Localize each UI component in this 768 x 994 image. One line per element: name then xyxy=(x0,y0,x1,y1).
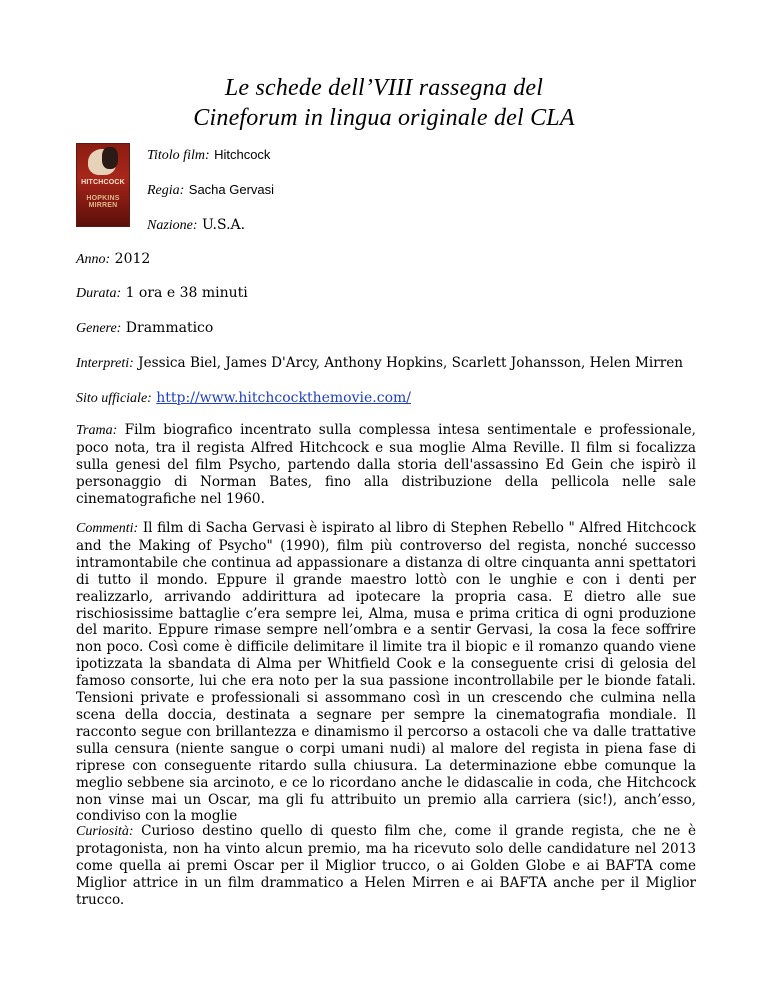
interpreti-value: Jessica Biel, James D'Arcy, Anthony Hopkins, Scarlett Johansson, Helen Mirren xyxy=(138,355,684,371)
titolo-field xyxy=(147,146,270,165)
interpreti-label: Interpreti: xyxy=(76,356,134,371)
titolo-label: Titolo film: xyxy=(147,148,210,163)
genere-value: Drammatico xyxy=(125,320,214,336)
sito-field xyxy=(76,389,411,408)
durata-label: Durata: xyxy=(76,286,122,301)
trama-paragraph xyxy=(76,422,696,508)
anno-label: Anno: xyxy=(76,252,111,267)
curiosita-text: Curioso destino quello di questo film che, come il grande regista, che ne è protagonista, non ha vinto alcun premio, ma ha ricevuto solo delle candidature nel 2013 come quella ai premi Oscar per il Miglior trucco, o ai Golden Globe e ai BAFTA come Miglior attrice in un film drammatico a Helen Mirren e ai BAFTA anche per il Miglior trucco. xyxy=(76,823,696,908)
regia-value: Sacha Gervasi xyxy=(188,182,275,197)
poster-figure-icon xyxy=(102,147,118,169)
trama-label: Trama: xyxy=(76,423,118,438)
curiosita-paragraph xyxy=(76,823,696,909)
poster-title-text: HITCHCOCK xyxy=(81,179,125,186)
durata-field xyxy=(76,284,248,303)
regia-field xyxy=(147,181,274,200)
movie-poster-image xyxy=(76,143,130,227)
sito-label: Sito ufficiale: xyxy=(76,391,152,406)
anno-field xyxy=(76,250,150,269)
commenti-label: Commenti: xyxy=(76,521,139,536)
official-site-link[interactable]: http://www.hitchcockthemovie.com/ xyxy=(156,390,411,406)
anno-value: 2012 xyxy=(114,251,151,267)
genere-field xyxy=(76,319,213,338)
commenti-paragraph xyxy=(76,520,696,825)
commenti-text: Il film di Sacha Gervasi è ispirato al libro di Stephen Rebello " Alfred Hitchcock and the Making of Psycho" (1990), film più controverso del regista, nonché successo intramontabile che continua ad appassionare a distanza di oltre cinquanta anni spettatori di tutto il mondo. Eppure il grande maestro lottò con le unghie e con i denti per realizzarlo, arrivando addirittura ad ipotecare la propria casa. E dietro alle sue rischiosissime battaglie c’era sempre lei, Alma, musa e prima critica di ogni produzione del marito. Eppure rimase sempre nell’ombra e a sentir Gervasi, la cosa la fece soffrire non poco. Così come è difficile delimitare il limite tra il biopic e il romanzo quando viene ipotizzata la sbandata di Alma per Whitfield Cook e la conseguente crisi di gelosia del famoso consorte, lui che era noto per la sua passione incontrollabile per le bionde fatali. Tensioni private e professionali si assommano così in un crescendo che culmina nella scena della doccia, destinata a segnare per sempre la cinematografia mondiale. Il racconto segue con brillantezza e dinamismo il percorso a ostacoli che va dalle trattative sulla censura (niente sangue o corpi umani nudi) al malore del regista in piena fase di riprese con conseguente ritardo sulla chiusura. La determinazione ebbe comunque la meglio sebbene sia arcinoto, e ce lo ricordano anche le didascalie in coda, che Hitchcock non vinse mai un Oscar, ma gli fu attribuito un premio alla carriera (sic!), anch’esso, condiviso con la moglie xyxy=(76,520,697,825)
regia-label: Regia: xyxy=(147,183,185,198)
durata-value: 1 ora e 38 minuti xyxy=(125,285,248,301)
genere-label: Genere: xyxy=(76,321,122,336)
nazione-value: U.S.A. xyxy=(202,217,246,233)
document-title-line-2: Cineforum in lingua originale del CLA xyxy=(193,105,575,131)
nazione-label: Nazione: xyxy=(147,218,198,233)
titolo-value: Hitchcock xyxy=(214,147,271,162)
document-title-line-1: Le schede dell’VIII rassegna del xyxy=(224,75,544,101)
poster-cast-text: HOPKINS MIRREN xyxy=(86,195,120,209)
interpreti-field xyxy=(76,354,683,373)
nazione-field xyxy=(147,216,245,235)
curiosita-label: Curiosità: xyxy=(76,824,134,839)
trama-text: Film biografico incentrato sulla complessa intesa sentimentale e professionale, poco nota, tra il regista Alfred Hitchcock e sua moglie Alma Reville. Il film si focalizza sulla genesi del film Psycho, partendo dalla storia dell'assassino Ed Gein che ispirò il personaggio di Norman Bates, fino alla distribuzione della pellicola nelle sale cinematografiche nel 1960. xyxy=(76,422,697,507)
